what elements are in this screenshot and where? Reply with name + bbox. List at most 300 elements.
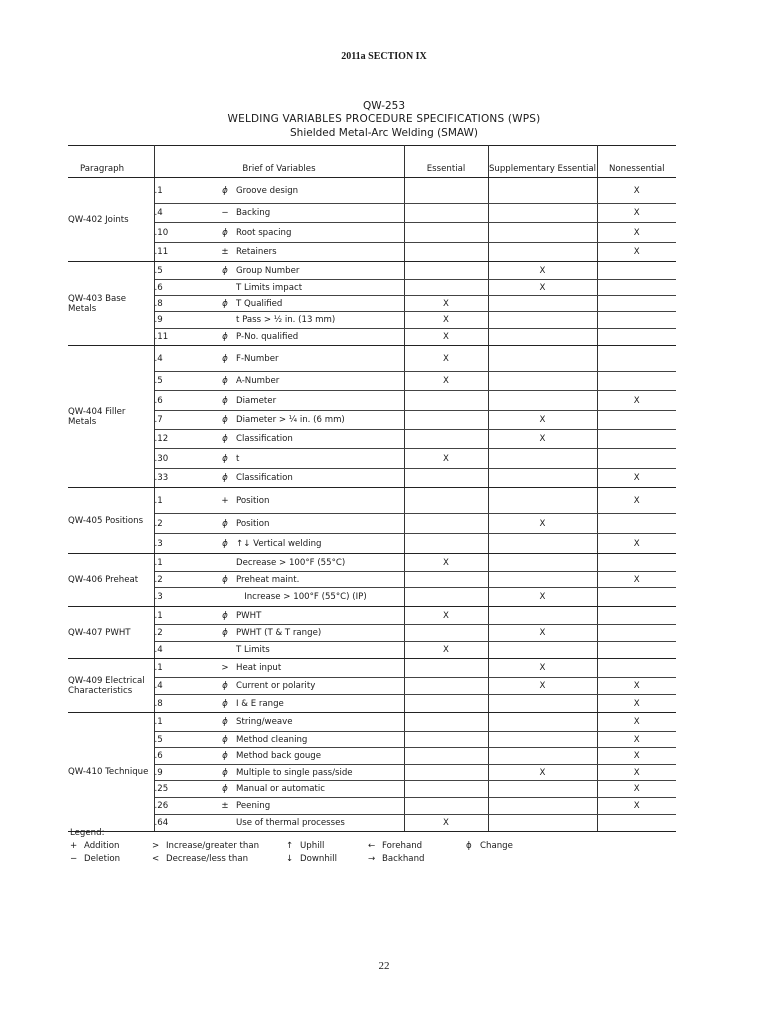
sub-paragraph-cell: .1 xyxy=(154,178,214,204)
legend-item: − Deletion xyxy=(70,854,121,864)
nonessential-cell: X xyxy=(597,223,676,243)
variable-text: Use of thermal processes xyxy=(236,818,345,828)
sub-paragraph-cell: .25 xyxy=(154,781,214,798)
brief-cell xyxy=(214,280,404,296)
variable-symbol: ϕ xyxy=(222,681,228,691)
nonessential-cell: X xyxy=(597,204,676,223)
brief-cell xyxy=(214,748,404,765)
sub-paragraph-cell: .26 xyxy=(154,798,214,815)
sub-paragraph-cell: .5 xyxy=(154,372,214,391)
essential-cell xyxy=(404,469,488,488)
nonessential-cell xyxy=(597,625,676,642)
brief-cell xyxy=(214,765,404,781)
brief-cell xyxy=(214,469,404,488)
essential-cell xyxy=(404,391,488,411)
legend-item: + Addition xyxy=(70,841,120,851)
supplementary-cell: X xyxy=(488,514,597,534)
table-row xyxy=(68,815,676,832)
brief-cell xyxy=(214,815,404,832)
variable-symbol: ϕ xyxy=(222,784,228,794)
variable-text: String/weave xyxy=(236,717,293,727)
variable-symbol: ϕ xyxy=(222,415,228,425)
variable-text: Peening xyxy=(236,801,271,811)
table-row xyxy=(68,554,676,572)
variable-text: Current or polarity xyxy=(236,681,316,691)
header-supplementary: Supplementary Essential xyxy=(488,146,597,178)
essential-cell xyxy=(404,514,488,534)
variable-text: Position xyxy=(236,518,270,529)
table-row xyxy=(68,372,676,391)
legend-row xyxy=(70,841,513,854)
brief-cell xyxy=(214,713,404,732)
supplementary-cell xyxy=(488,488,597,514)
nonessential-cell: X xyxy=(597,572,676,588)
table-header-row xyxy=(68,146,676,178)
nonessential-cell xyxy=(597,449,676,469)
essential-cell xyxy=(404,223,488,243)
supplementary-cell xyxy=(488,204,597,223)
brief-cell xyxy=(214,430,404,449)
paragraph-cell: QW-405 Positions xyxy=(68,488,154,554)
sub-paragraph-cell: .4 xyxy=(154,642,214,659)
sub-paragraph-cell: .3 xyxy=(154,534,214,554)
variable-symbol: − xyxy=(221,208,229,218)
process-title: Shielded Metal-Arc Welding (SMAW) xyxy=(290,127,478,139)
sub-paragraph-cell: .8 xyxy=(154,296,214,312)
variable-text: Classification xyxy=(236,434,293,444)
essential-cell: X xyxy=(404,312,488,329)
brief-cell xyxy=(214,554,404,572)
table-row xyxy=(68,346,676,372)
nonessential-cell xyxy=(597,588,676,607)
brief-cell xyxy=(214,514,404,534)
brief-cell xyxy=(214,572,404,588)
supplementary-cell: X xyxy=(488,625,597,642)
brief-cell xyxy=(214,678,404,695)
nonessential-cell: X xyxy=(597,469,676,488)
supplementary-cell xyxy=(488,391,597,411)
sub-paragraph-cell: .8 xyxy=(154,695,214,713)
sub-paragraph-cell: .6 xyxy=(154,280,214,296)
table-row xyxy=(68,296,676,312)
nonessential-cell: X xyxy=(597,713,676,732)
brief-cell xyxy=(214,607,404,625)
legend-row xyxy=(70,854,425,867)
brief-cell xyxy=(214,372,404,391)
brief-cell xyxy=(214,204,404,223)
table-row xyxy=(68,625,676,642)
supplementary-cell: X xyxy=(488,411,597,430)
nonessential-cell: X xyxy=(597,391,676,411)
essential-cell xyxy=(404,243,488,262)
supplementary-cell xyxy=(488,798,597,815)
sub-paragraph-cell: .1 xyxy=(154,713,214,732)
legend-item: > Increase/greater than xyxy=(152,841,260,851)
variable-symbol: ϕ xyxy=(222,628,228,638)
sub-paragraph-cell: .9 xyxy=(154,765,214,781)
variable-text: Groove design xyxy=(236,185,299,196)
essential-cell xyxy=(404,262,488,280)
nonessential-cell xyxy=(597,642,676,659)
sub-paragraph-cell: .1 xyxy=(154,488,214,514)
sub-paragraph-cell: .2 xyxy=(154,572,214,588)
legend-title: Legend: xyxy=(70,828,105,838)
table-code: QW-253 xyxy=(362,100,406,112)
table-row xyxy=(68,534,676,554)
variable-text: Group Number xyxy=(236,265,300,276)
nonessential-cell: X xyxy=(597,781,676,798)
paragraph-cell: QW-406 Preheat xyxy=(68,554,154,607)
variable-text: Preheat maint. xyxy=(236,574,300,585)
table-row xyxy=(68,572,676,588)
variable-symbol: ϕ xyxy=(222,610,228,621)
variable-text: Position xyxy=(236,495,270,506)
supplementary-cell xyxy=(488,572,597,588)
essential-cell xyxy=(404,732,488,748)
supplementary-cell: X xyxy=(488,430,597,449)
brief-cell xyxy=(214,178,404,204)
variable-text: PWHT xyxy=(236,610,262,621)
variable-symbol: ϕ xyxy=(222,453,228,464)
nonessential-cell xyxy=(597,296,676,312)
table-row xyxy=(68,695,676,713)
variable-symbol: ϕ xyxy=(222,473,228,483)
table-row xyxy=(68,713,676,732)
legend-item: ↑ Uphill xyxy=(286,841,325,851)
sub-paragraph-cell: .9 xyxy=(154,312,214,329)
nonessential-cell: X xyxy=(597,748,676,765)
sub-paragraph-cell: .4 xyxy=(154,678,214,695)
brief-cell xyxy=(214,642,404,659)
legend-item: < Decrease/less than xyxy=(152,854,249,864)
supplementary-cell xyxy=(488,372,597,391)
variable-symbol: ϕ xyxy=(222,298,228,309)
brief-cell xyxy=(214,732,404,748)
variable-symbol: ϕ xyxy=(222,227,228,238)
supplementary-cell xyxy=(488,781,597,798)
variable-symbol: ± xyxy=(221,247,229,257)
table-title: WELDING VARIABLES PROCEDURE SPECIFICATIONS (WPS) xyxy=(227,113,541,125)
variable-text: Multiple to single pass/side xyxy=(236,767,353,778)
variable-symbol: ϕ xyxy=(222,574,228,585)
nonessential-cell xyxy=(597,372,676,391)
supplementary-cell: X xyxy=(488,262,597,280)
sub-paragraph-cell: .30 xyxy=(154,449,214,469)
brief-cell xyxy=(214,411,404,430)
supplementary-cell xyxy=(488,243,597,262)
variable-text: t xyxy=(236,453,240,464)
essential-cell xyxy=(404,678,488,695)
essential-cell xyxy=(404,798,488,815)
essential-cell xyxy=(404,713,488,732)
brief-cell xyxy=(214,296,404,312)
table-row xyxy=(68,329,676,346)
brief-cell xyxy=(214,695,404,713)
supplementary-cell xyxy=(488,713,597,732)
supplementary-cell xyxy=(488,223,597,243)
brief-cell xyxy=(214,346,404,372)
table-row xyxy=(68,488,676,514)
variable-symbol: ϕ xyxy=(222,734,228,745)
variable-text: I & E range xyxy=(236,698,284,709)
supplementary-cell xyxy=(488,607,597,625)
brief-cell xyxy=(214,798,404,815)
supplementary-cell: X xyxy=(488,659,597,678)
supplementary-cell xyxy=(488,329,597,346)
table-row xyxy=(68,514,676,534)
essential-cell: X xyxy=(404,815,488,832)
supplementary-cell xyxy=(488,748,597,765)
sub-paragraph-cell: .11 xyxy=(154,243,214,262)
variable-symbol: ϕ xyxy=(222,353,228,364)
nonessential-cell xyxy=(597,312,676,329)
essential-cell xyxy=(404,588,488,607)
essential-cell xyxy=(404,430,488,449)
essential-cell: X xyxy=(404,449,488,469)
nonessential-cell: X xyxy=(597,678,676,695)
nonessential-cell: X xyxy=(597,488,676,514)
brief-cell xyxy=(214,625,404,642)
variable-symbol: ϕ xyxy=(222,698,228,709)
nonessential-cell: X xyxy=(597,765,676,781)
table-row xyxy=(68,642,676,659)
nonessential-cell xyxy=(597,554,676,572)
variable-text: T Qualified xyxy=(236,298,283,309)
paragraph-cell: QW-402 Joints xyxy=(68,178,154,262)
table-row xyxy=(68,469,676,488)
brief-cell xyxy=(214,391,404,411)
variable-text: Backing xyxy=(236,208,271,218)
table-row xyxy=(68,607,676,625)
sub-paragraph-cell: .11 xyxy=(154,329,214,346)
paragraph-cell: QW-403 Base Metals xyxy=(68,262,154,346)
nonessential-cell xyxy=(597,815,676,832)
essential-cell xyxy=(404,659,488,678)
essential-cell: X xyxy=(404,296,488,312)
nonessential-cell: X xyxy=(597,695,676,713)
essential-cell xyxy=(404,765,488,781)
variable-text: Classification xyxy=(236,473,293,483)
supplementary-cell: X xyxy=(488,280,597,296)
variable-symbol: ϕ xyxy=(222,185,228,196)
sub-paragraph-cell: .2 xyxy=(154,514,214,534)
header-essential: Essential xyxy=(404,146,488,178)
table-row xyxy=(68,678,676,695)
variable-text: Diameter > ¼ in. (6 mm) xyxy=(236,415,345,425)
nonessential-cell xyxy=(597,346,676,372)
brief-cell xyxy=(214,262,404,280)
essential-cell xyxy=(404,781,488,798)
sub-paragraph-cell: .4 xyxy=(154,346,214,372)
table-row xyxy=(68,659,676,678)
table-row xyxy=(68,391,676,411)
paragraph-cell: QW-410 Technique xyxy=(68,713,154,832)
sub-paragraph-cell: .6 xyxy=(154,748,214,765)
essential-cell xyxy=(404,280,488,296)
supplementary-cell xyxy=(488,312,597,329)
variable-text: T Limits impact xyxy=(236,282,303,293)
legend xyxy=(70,828,513,867)
legend-item: → Backhand xyxy=(368,854,425,864)
variable-text: Method back gouge xyxy=(236,751,322,761)
supplementary-cell xyxy=(488,554,597,572)
variable-text: ↑↓ Vertical welding xyxy=(236,538,322,549)
variable-symbol: ϕ xyxy=(222,434,228,444)
essential-cell: X xyxy=(404,554,488,572)
sub-paragraph-cell: .64 xyxy=(154,815,214,832)
nonessential-cell xyxy=(597,280,676,296)
supplementary-cell xyxy=(488,449,597,469)
legend-item: ← Forehand xyxy=(368,841,423,851)
supplementary-cell xyxy=(488,296,597,312)
variable-text: Root spacing xyxy=(236,227,292,238)
variable-text: PWHT (T & T range) xyxy=(236,628,322,638)
supplementary-cell: X xyxy=(488,765,597,781)
table-row xyxy=(68,798,676,815)
essential-cell xyxy=(404,488,488,514)
variable-text: Manual or automatic xyxy=(236,784,325,794)
supplementary-cell xyxy=(488,534,597,554)
essential-cell xyxy=(404,748,488,765)
nonessential-cell xyxy=(597,262,676,280)
nonessential-cell xyxy=(597,514,676,534)
variable-symbol: ϕ xyxy=(222,538,228,549)
supplementary-cell xyxy=(488,346,597,372)
essential-cell xyxy=(404,178,488,204)
table-row xyxy=(68,312,676,329)
sub-paragraph-cell: .2 xyxy=(154,625,214,642)
variable-text: Decrease > 100°F (55°C) xyxy=(236,557,346,568)
brief-cell xyxy=(214,243,404,262)
supplementary-cell xyxy=(488,695,597,713)
sub-paragraph-cell: .3 xyxy=(154,588,214,607)
supplementary-cell xyxy=(488,815,597,832)
paragraph-cell: QW-404 Filler Metals xyxy=(68,346,154,488)
variable-symbol: ϕ xyxy=(222,751,228,761)
nonessential-cell xyxy=(597,329,676,346)
table-row xyxy=(68,223,676,243)
table-row xyxy=(68,411,676,430)
table-row xyxy=(68,588,676,607)
table-row xyxy=(68,280,676,296)
sub-paragraph-cell: .12 xyxy=(154,430,214,449)
nonessential-cell: X xyxy=(597,178,676,204)
variable-text: Retainers xyxy=(236,247,277,257)
supplementary-cell: X xyxy=(488,678,597,695)
sub-paragraph-cell: .1 xyxy=(154,554,214,572)
table-row xyxy=(68,748,676,765)
table-row xyxy=(68,243,676,262)
essential-cell: X xyxy=(404,372,488,391)
variable-text: Increase > 100°F (55°C) (IP) xyxy=(236,592,367,602)
table-row xyxy=(68,262,676,280)
brief-cell xyxy=(214,488,404,514)
variable-symbol: ϕ xyxy=(222,265,228,276)
sub-paragraph-cell: .10 xyxy=(154,223,214,243)
brief-cell xyxy=(214,449,404,469)
variable-text: Diameter xyxy=(236,395,277,406)
table-row xyxy=(68,781,676,798)
brief-cell xyxy=(214,659,404,678)
nonessential-cell: X xyxy=(597,732,676,748)
variable-text: Method cleaning xyxy=(236,734,308,745)
legend-item: ϕ Change xyxy=(466,841,513,851)
header-paragraph: Paragraph xyxy=(68,146,154,178)
table-row xyxy=(68,430,676,449)
table-row xyxy=(68,204,676,223)
essential-cell xyxy=(404,625,488,642)
brief-cell xyxy=(214,223,404,243)
variable-text: A-Number xyxy=(236,376,280,386)
supplementary-cell xyxy=(488,732,597,748)
header-nonessential: Nonessential xyxy=(597,146,676,178)
supplementary-cell: X xyxy=(488,588,597,607)
nonessential-cell xyxy=(597,430,676,449)
variable-text: T Limits xyxy=(236,645,270,655)
sub-paragraph-cell: .1 xyxy=(154,659,214,678)
nonessential-cell xyxy=(597,607,676,625)
variable-symbol: ϕ xyxy=(222,376,228,386)
nonessential-cell: X xyxy=(597,534,676,554)
essential-cell: X xyxy=(404,642,488,659)
variable-symbol: + xyxy=(221,495,229,506)
variable-symbol: ϕ xyxy=(222,332,228,342)
legend-item: ↓ Downhill xyxy=(286,854,337,864)
essential-cell: X xyxy=(404,329,488,346)
variable-symbol: > xyxy=(221,663,229,673)
table-row xyxy=(68,765,676,781)
supplementary-cell xyxy=(488,642,597,659)
essential-cell xyxy=(404,572,488,588)
supplementary-cell xyxy=(488,178,597,204)
page-header: 2011a SECTION IX xyxy=(341,51,427,62)
essential-cell: X xyxy=(404,607,488,625)
nonessential-cell: X xyxy=(597,798,676,815)
supplementary-cell xyxy=(488,469,597,488)
variable-symbol: ± xyxy=(221,801,229,811)
sub-paragraph-cell: .6 xyxy=(154,391,214,411)
essential-cell xyxy=(404,534,488,554)
sub-paragraph-cell: .7 xyxy=(154,411,214,430)
variable-text: Heat input xyxy=(236,663,282,673)
brief-cell xyxy=(214,534,404,554)
essential-cell: X xyxy=(404,346,488,372)
variable-symbol: ϕ xyxy=(222,395,228,406)
paragraph-cell: QW-407 PWHT xyxy=(68,607,154,659)
nonessential-cell: X xyxy=(597,243,676,262)
essential-cell xyxy=(404,204,488,223)
brief-cell xyxy=(214,312,404,329)
brief-cell xyxy=(214,329,404,346)
table-row xyxy=(68,732,676,748)
essential-cell xyxy=(404,695,488,713)
sub-paragraph-cell: .33 xyxy=(154,469,214,488)
header-brief: Brief of Variables xyxy=(154,146,404,178)
table-row xyxy=(68,178,676,204)
sub-paragraph-cell: .1 xyxy=(154,607,214,625)
brief-cell xyxy=(214,781,404,798)
variable-text: F-Number xyxy=(236,353,279,364)
welding-variables-table xyxy=(68,145,676,832)
variable-text: t Pass > ½ in. (13 mm) xyxy=(236,315,336,325)
paragraph-cell: QW-409 Electrical Characteristics xyxy=(68,659,154,713)
sub-paragraph-cell: .4 xyxy=(154,204,214,223)
variable-symbol: ϕ xyxy=(222,767,228,778)
table-row xyxy=(68,449,676,469)
variable-symbol: ϕ xyxy=(222,518,228,529)
nonessential-cell xyxy=(597,659,676,678)
sub-paragraph-cell: .5 xyxy=(154,262,214,280)
